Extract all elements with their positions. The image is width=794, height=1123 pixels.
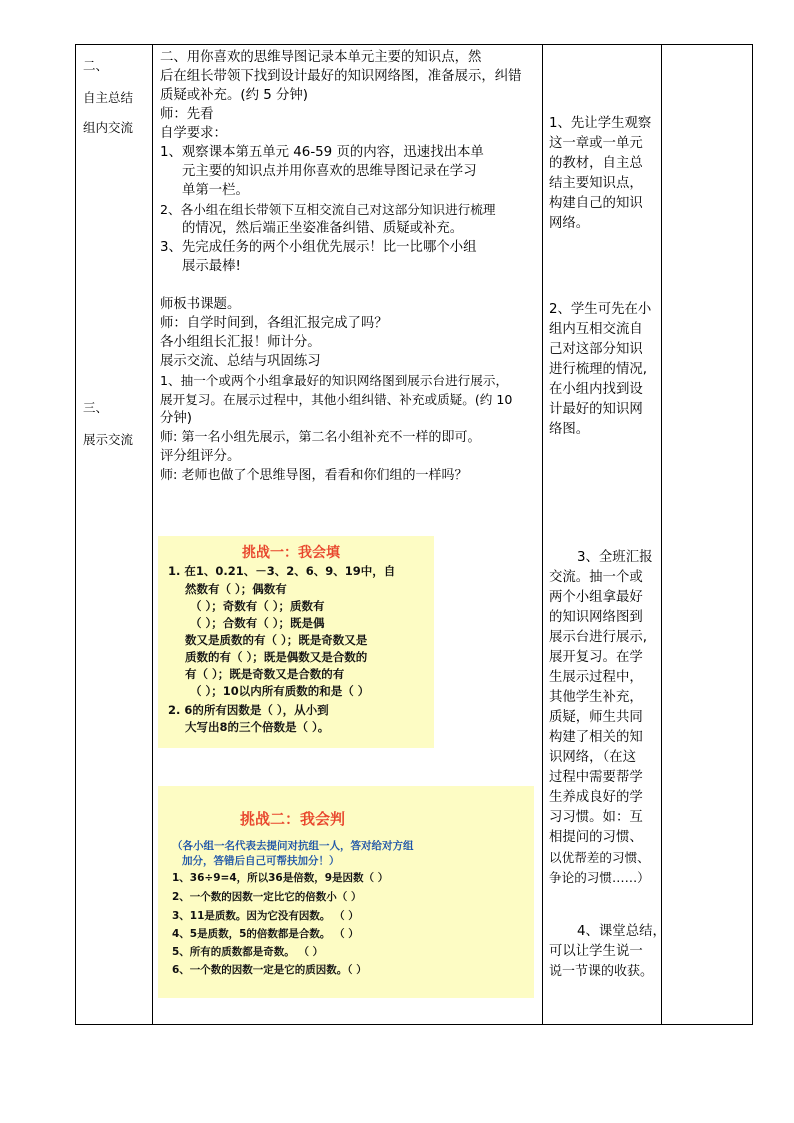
challenge-two-note: 加分，答错后自己可帮扶加分！） [182, 855, 340, 867]
process-line [160, 276, 540, 295]
design-note-2 [549, 300, 651, 440]
challenge-one-line: 1. 在1、0.21、－3、2、6、9、19中，自 [168, 564, 396, 578]
design-note-line: 组内互相交流自 [549, 322, 643, 337]
design-note-line: 2、学生可先在小 [549, 302, 652, 317]
design-note-line: 其他学生补充， [549, 690, 643, 705]
process-line: 师板书课题。 [160, 297, 241, 312]
design-note-line: 1、先让学生观察 [549, 116, 652, 131]
design-note-line: 在小组内找到设 [549, 382, 643, 397]
challenge-two-item: 5、所有的质数都是奇数。 （ ） [172, 946, 324, 958]
design-note-line: 两个小组拿最好 [549, 590, 643, 605]
design-note-line: 进行梳理的情况, [549, 362, 647, 377]
process-line: 展示交流、总结与巩固练习 [160, 354, 321, 369]
table-bottom-border [75, 1024, 753, 1025]
table-border-left [75, 44, 76, 1025]
challenge-two-item: 2、一个数的因数一定比它的倍数小（ ） [172, 891, 362, 903]
design-note-line: 构建了相关的知 [549, 730, 643, 745]
design-note-line: 质疑，师生共同 [549, 710, 643, 725]
table-border-col3 [542, 44, 543, 1025]
challenge-one-line: 然数有（ ）；偶数有 [185, 582, 287, 596]
design-note-line: 这一章或一单元 [549, 136, 643, 151]
design-note-line: 计最好的知识网 [549, 402, 643, 417]
challenge-one-line: 2. 6的所有因数是（ ），从小到 [168, 703, 329, 717]
design-note-4 [549, 922, 666, 982]
process-line: 1、观察课本第五单元 46-59 页的内容，迅速找出本单 [160, 145, 484, 160]
process-line: 各小组组长汇报！师计分。 [160, 335, 321, 350]
design-note-line: 构建自己的知识 [549, 196, 643, 211]
challenge-two-note: （各小组一名代表去提问对抗组一人，答对给对方组 [172, 840, 414, 852]
design-note-line: 过程中需要帮学 [549, 770, 643, 785]
design-note-line: 的教材，自主总 [549, 156, 643, 171]
process-line: 质疑或补充。(约 5 分钟) [160, 88, 308, 103]
design-note-line: 说一节课的收获。 [549, 964, 654, 979]
section-2-title-a: 自主总结 [83, 90, 134, 105]
design-note-line: 网络。 [549, 216, 590, 231]
process-line: 自学要求： [160, 126, 227, 141]
table-border-col2 [152, 44, 153, 1025]
design-note-1 [549, 114, 651, 234]
process-line: 单第一栏。 [182, 183, 249, 198]
process-line: 分钟) [160, 411, 193, 426]
challenge-two-title: 挑战二：我会判 [240, 810, 346, 828]
process-line: 评分组评分。 [160, 449, 241, 464]
design-note-line: 3、全班汇报 [577, 550, 653, 565]
section-2-number: 二、 [83, 58, 109, 73]
design-note-line: 4、课堂总结， [577, 924, 666, 939]
challenge-one-box [158, 536, 434, 748]
design-note-line: 生展示过程中， [549, 670, 643, 685]
section-3-number: 三、 [83, 400, 109, 415]
challenge-one-line: （ ）；奇数有（ ）；质数有 [190, 599, 325, 613]
table-border-col4 [661, 44, 662, 1025]
design-note-line: 以优帮差的习惯、 [549, 850, 650, 865]
table-border-right [752, 44, 753, 1025]
design-note-line: 争论的习惯……） [549, 870, 650, 885]
challenge-one-line: 有（ ）；既是奇数又是合数的有 [185, 667, 345, 681]
challenge-one-line: （ ）；10以内所有质数的和是（ ） [190, 684, 370, 698]
design-note-line: 结主要知识点， [549, 176, 643, 191]
design-note-line: 展开复习。在学 [549, 650, 643, 665]
process-line: 师: 老师也做了个思维导图，看看和你们组的一样吗？ [160, 468, 468, 483]
design-note-3 [549, 548, 652, 888]
design-note-line: 络图。 [549, 422, 590, 437]
process-line: 2、各小组在组长带领下互相交流自己对这部分知识进行梳理 [160, 202, 496, 217]
process-line: 师：自学时间到，各组汇报完成了吗？ [160, 316, 388, 331]
challenge-one-line: 质数的有（ ）；既是偶数又是合数的 [185, 650, 368, 664]
design-note-line: 相提问的习惯、 [549, 830, 643, 845]
challenge-two-box [158, 786, 534, 998]
design-note-line: 生养成良好的学 [549, 790, 643, 805]
challenge-one-line: （ ）；合数有（ ）；既是偶 [190, 616, 325, 630]
process-line: 后在组长带领下找到设计最好的知识网络图，准备展示，纠错 [160, 69, 522, 84]
design-note-line: 习习惯。如：互 [549, 810, 643, 825]
design-note-line: 交流。抽一个或 [549, 570, 643, 585]
process-line: 展示最棒! [182, 259, 241, 274]
process-line: 师：先看 [160, 107, 214, 122]
challenge-one-line: 大写出8的三个倍数是（ ）。 [185, 720, 330, 734]
design-note-line: 展示台进行展示, [549, 630, 647, 645]
design-note-line: 的知识网络图到 [549, 610, 643, 625]
challenge-two-item: 3、11是质数。因为它没有因数。 （ ） [172, 910, 359, 922]
design-note-line: 识网络，（在这 [549, 750, 637, 765]
design-note-line: 己对这部分知识 [549, 342, 643, 357]
section-3-title: 展示交流 [83, 432, 134, 447]
challenge-one-line: 数又是质数的有（ ）；既是奇数又是 [185, 633, 368, 647]
challenge-one-title: 挑战一：我会填 [242, 545, 340, 561]
process-line: 展开复习。在展示过程中，其他小组纠错、补充或质疑。(约 10 [160, 392, 513, 407]
challenge-two-item: 6、一个数的因数一定是它的质因数。（ ） [172, 964, 367, 976]
table-top-border [75, 44, 753, 45]
process-line: 二、用你喜欢的思维导图记录本单元主要的知识点，然 [160, 50, 482, 65]
process-line: 1、抽一个或两个小组拿最好的知识网络图到展示台进行展示， [160, 373, 509, 388]
process-line: 元主要的知识点并用你喜欢的思维导图记录在学习 [182, 164, 477, 179]
challenge-two-item: 1、36÷9=4，所以36是倍数，9是因数（ ） [172, 872, 389, 884]
challenge-two-item: 4、5是质数，5的倍数都是合数。 （ ） [172, 928, 359, 940]
process-line: 师: 第一名小组先展示，第二名小组补充不一样的即可。 [160, 430, 481, 445]
process-line: 的情况，然后端正坐姿准备纠错、质疑或补充。 [182, 221, 464, 236]
design-note-line: 可以让学生说一 [549, 944, 643, 959]
process-line: 3、先完成任务的两个小组优先展示！比一比哪个小组 [160, 240, 477, 255]
section-2-title-b: 组内交流 [83, 120, 134, 135]
teaching-process [160, 48, 540, 485]
